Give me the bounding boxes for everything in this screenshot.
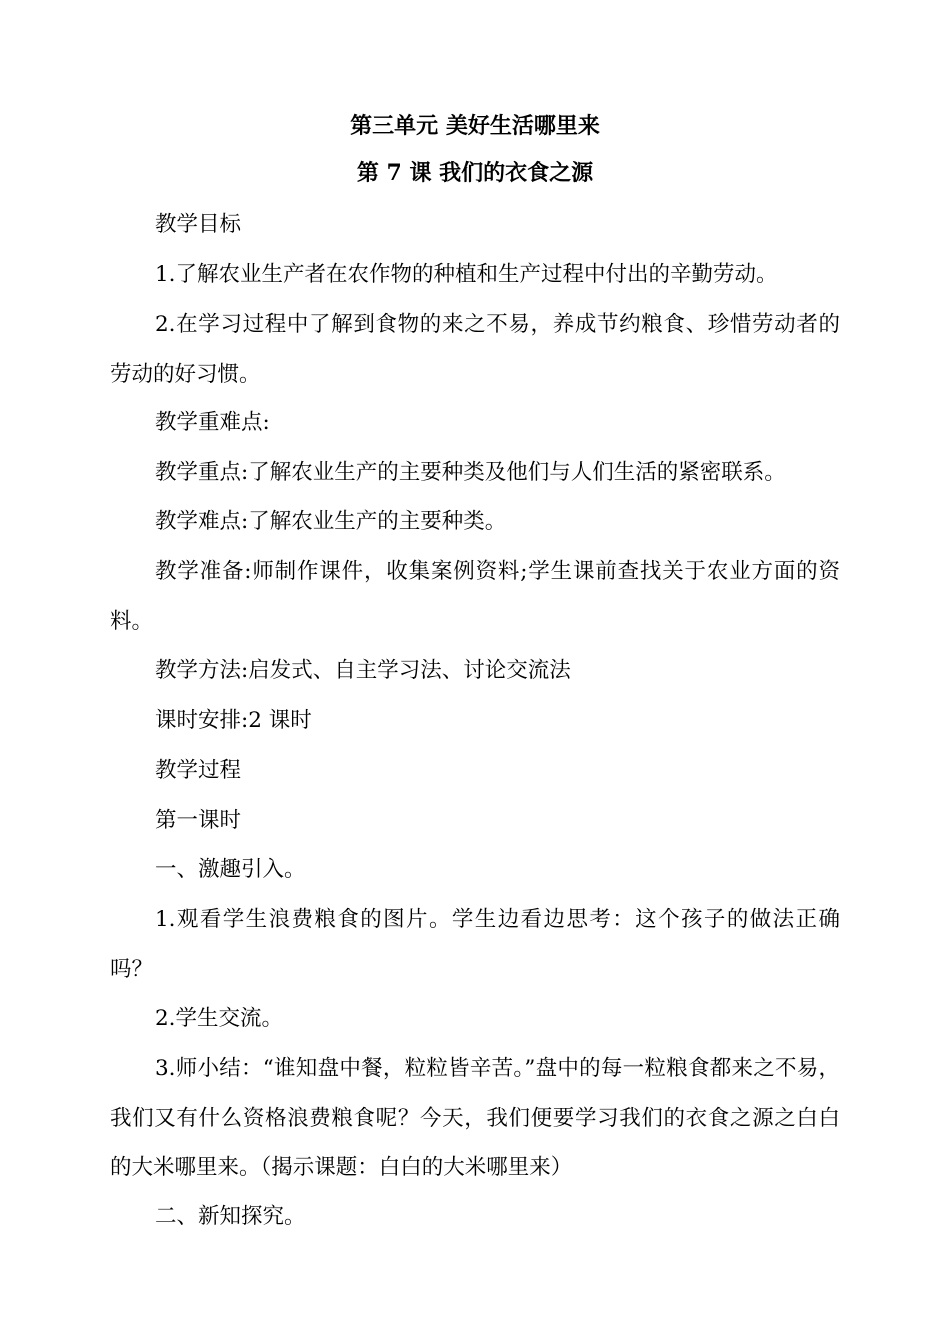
paragraph-key-point: 教学重点:了解农业生产的主要种类及他们与人们生活的紧密联系。 [155, 460, 786, 485]
paragraph-first-period: 第一课时 [155, 808, 242, 833]
paragraph-goal-1: 1.了解农业生产者在农作物的种植和生产过程中付出的辛勤劳动。 [155, 262, 778, 287]
paragraph-section-1: 一、激趣引入。 [155, 857, 306, 882]
paragraph-process-heading: 教学过程 [155, 758, 242, 783]
paragraph-step-3: 3.师小结：“谁知盘中餐，粒粒皆辛苦。”盘中的每一粒粮食都来之不易，我们又有什么资格浪费粮食呢？今天，我们便要学习我们的衣食之源之白白的大米哪里来。（揭示课题：白白的大米哪里来） [110, 1056, 840, 1180]
paragraph-step-2: 2.学生交流。 [155, 1006, 284, 1031]
paragraph-key-difficult-heading: 教学重难点: [155, 410, 270, 435]
lesson-title: 第 7 课 我们的衣食之源 [356, 160, 594, 186]
paragraph-schedule: 课时安排:2 课时 [155, 708, 312, 733]
paragraph-step-1: 1.观看学生浪费粮食的图片。学生边看边思考：这个孩子的做法正确吗？ [110, 907, 840, 982]
paragraph-section-2: 二、新知探究。 [155, 1204, 306, 1229]
paragraph-methods: 教学方法:启发式、自主学习法、讨论交流法 [155, 658, 571, 683]
paragraph-teaching-goals-heading: 教学目标 [155, 212, 242, 237]
unit-title: 第三单元 美好生活哪里来 [350, 113, 600, 139]
paragraph-difficult-point: 教学难点:了解农业生产的主要种类。 [155, 509, 507, 534]
paragraph-preparation: 教学准备:师制作课件，收集案例资料;学生课前查找关于农业方面的资料。 [110, 559, 840, 634]
paragraph-goal-2: 2.在学习过程中了解到食物的来之不易，养成节约粮食、珍惜劳动者的劳动的好习惯。 [110, 312, 840, 387]
